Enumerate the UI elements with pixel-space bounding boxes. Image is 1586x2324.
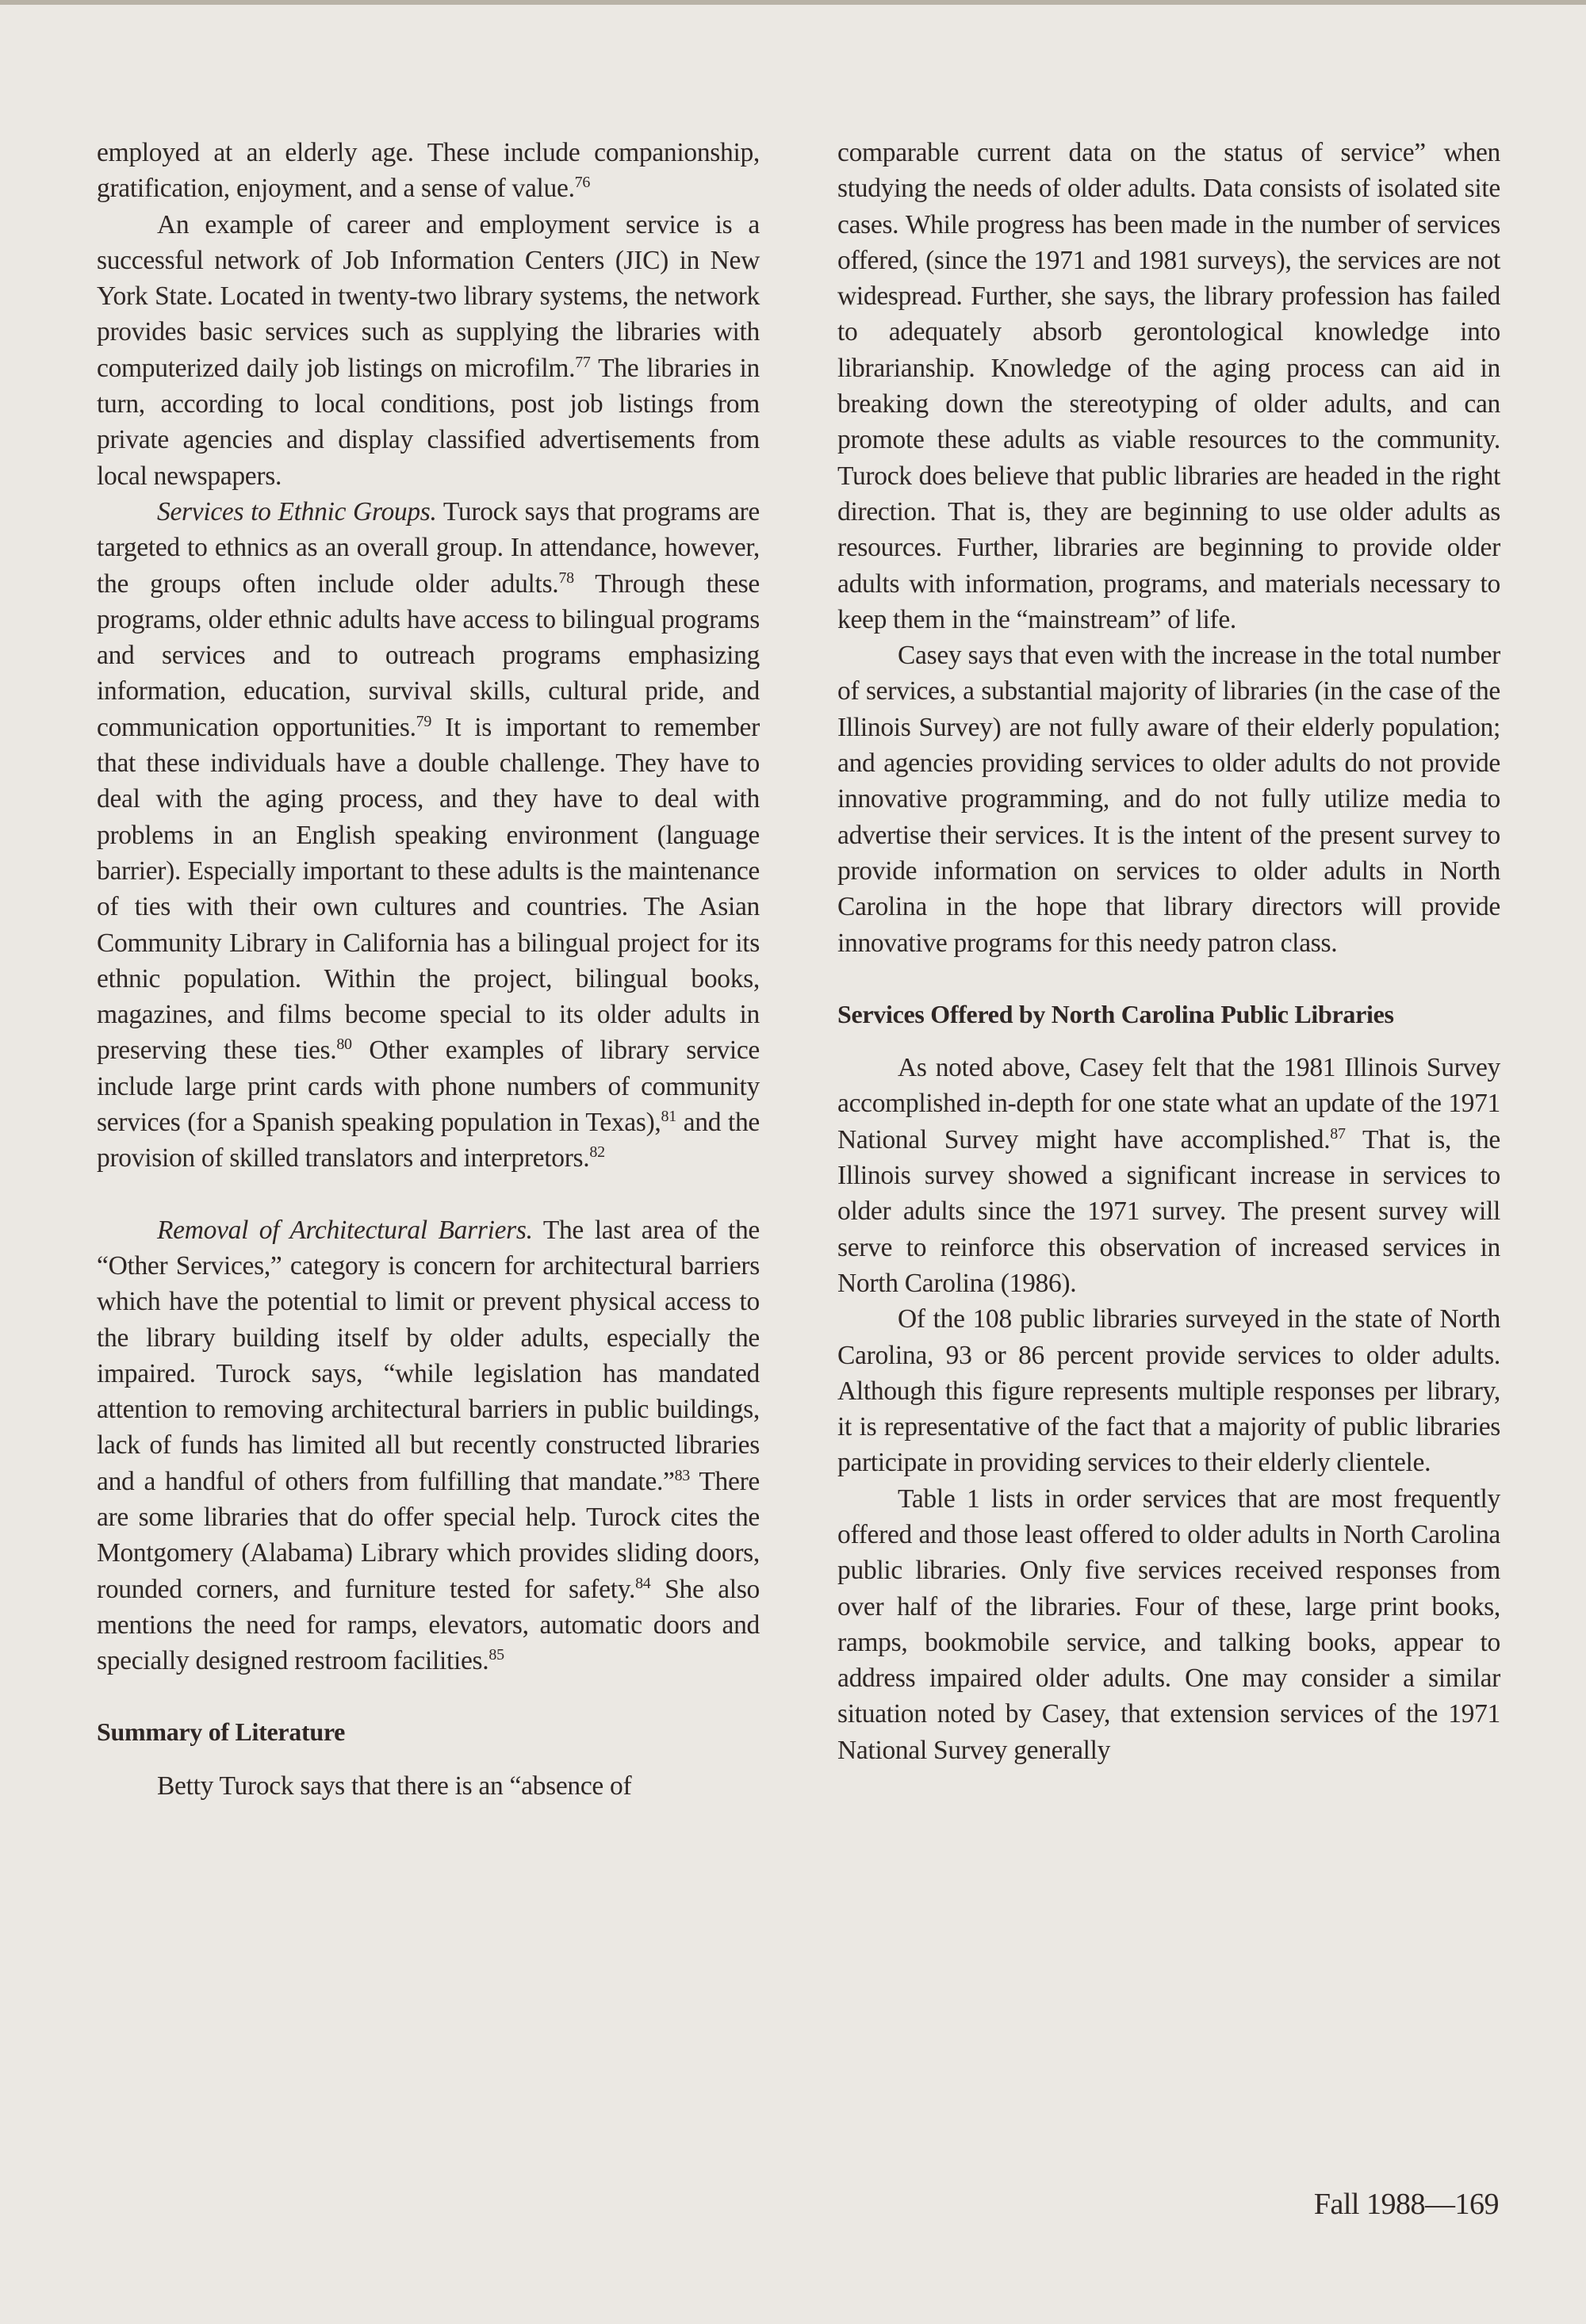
- section-heading: Services Offered by North Carolina Public Libraries: [837, 999, 1394, 1028]
- paragraph-text: As noted above, Casey felt that the 1981 Illinois Survey accomplished in-depth for one state what an update of the 1971 National Survey might have accomplished.: [837, 1053, 1500, 1154]
- paragraph: [837, 1050, 1500, 1301]
- paragraph: [837, 135, 1500, 637]
- footer-separator: —: [1425, 2188, 1455, 2221]
- section-heading: Summary of Literature: [97, 1717, 346, 1747]
- page-number: 169: [1454, 2188, 1499, 2221]
- paragraph-text: Through these programs, older ethnic adults have access to bilingual programs and services and to outreach programs emphasizing information, education, survival skills, cultural pride, and communication opportunities.: [97, 569, 760, 742]
- paragraph-text: That is, the Illinois survey showed a significant increase in services to older adults since the 1971 survey. The present survey will serve to reinforce this observation of increased services in North Carolina (1986).: [837, 1124, 1501, 1298]
- footnote-ref[interactable]: 78: [558, 569, 574, 587]
- paragraph: [97, 135, 760, 207]
- paragraph: [97, 494, 760, 1177]
- paragraph-text: It is important to remember that these individuals have a double challenge. They have to deal with the aging process, and they have to deal with problems in an English speaking environment (language barrier). Especially important to these adults is the maintenance of ties with their own cultures and countries. The Asian Community Library in California has a bilingual project for its ethnic population. Within the project, bilingual books, magazines, and films become special to its older adults in preserving these ties.: [97, 712, 760, 1066]
- paragraph-text: comparable current data on the status of service” when studying the needs of older adults. Data consists of isolated site cases. While progress has been made in the number of services offered, (since the 1971 and 1981 surveys), the services are not widespread. Further, she says, the library profession has failed to adequately absorb gerontological knowledge into librarianship. Knowledge of the aging process can aid in breaking down the stereotyping of older adults, and can promote these adults as viable resources to the community. Turock does believe that public libraries are headed in the right direction. That is, they are beginning to use older adults as resources. Further, libraries are beginning to provide older adults with information, programs, and materials necessary to keep them in the “mainstream” of life.: [837, 138, 1500, 634]
- paragraph: [837, 1301, 1500, 1480]
- paragraph-text: Table 1 lists in order services that are most frequently offered and those least offered to older adults in North Carolina public libraries. Only five services received responses from over half of the libraries. Four of these, large print books, ramps, bookmobile service, and talking books, appear to address impaired older adults. One may consider a similar situation noted by Casey, that extension services of the 1971 National Survey generally: [837, 1484, 1500, 1765]
- spacer: [837, 961, 1500, 997]
- issue-label: Fall 1988: [1313, 2188, 1425, 2221]
- spacer: [97, 1751, 760, 1768]
- footnote-ref[interactable]: 83: [674, 1466, 691, 1484]
- spacer: [97, 1177, 760, 1212]
- footnote-ref[interactable]: 79: [416, 712, 432, 730]
- paragraph-text: She also mentions the need for ramps, elevators, automatic doors and specially designed restroom facilities.: [97, 1574, 760, 1676]
- footnote-ref[interactable]: 76: [574, 174, 591, 192]
- paragraph-text: employed at an elderly age. These include companionship, gratification, enjoyment, and a sense of value.: [97, 138, 760, 204]
- run-in-heading: Services to Ethnic Groups.: [157, 496, 437, 526]
- run-in-heading: Removal of Architectural Barriers.: [157, 1215, 533, 1245]
- spacer: [97, 1679, 760, 1714]
- paragraph-text: Turock says that programs are targeted to ethnics as an overall group. In attendance, however, the groups often include older adults.: [97, 496, 760, 599]
- paragraph: [837, 637, 1500, 961]
- page-top-edge: [0, 0, 1586, 5]
- paragraph-text: Of the 108 public libraries surveyed in the state of North Carolina, 93 or 86 percent provide services to older adults. Although this figure represents multiple responses per library, it is representative of the fact that a majority of public libraries participate in providing services to their elderly clientele.: [837, 1304, 1500, 1478]
- paragraph-text: Casey says that even with the increase in the total number of services, a substantial majority of libraries (in the case of the Illinois Survey) are not fully aware of their elderly population; and agencies providing services to older adults do not provide innovative programming, and do not fully utilize media to advertise their services. It is the intent of the present survey to provide information on services to older adults in North Carolina in the hope that library directors will provide innovative programs for this needy patron class.: [837, 641, 1500, 958]
- paragraph-text: The last area of the “Other Services,” category is concern for architectural barriers which have the potential to limit or prevent physical access to the library building itself by older adults, especially the impaired. Turock says, “while legislation has mandated attention to removing architectural barriers in public buildings, lack of funds has limited all but recently constructed libraries and a handful of others from fulfilling that mandate.”: [97, 1215, 760, 1496]
- paragraph-text: There are some libraries that do offer special help. Turock cites the Montgomery (Alabama) Library which provides sliding doors, rounded corners, and furniture tested for safety.: [97, 1466, 760, 1604]
- paragraph-text: An example of career and employment service is a successful network of Job Information Centers (JIC) in New York State. Located in twenty-two library systems, the network provides basic services such as supplying the libraries with computerized daily job listings on microfilm.: [97, 209, 760, 383]
- footnote-ref[interactable]: 84: [635, 1574, 651, 1592]
- footnote-ref[interactable]: 85: [488, 1646, 504, 1664]
- footnote-ref[interactable]: 80: [336, 1036, 352, 1054]
- paragraph: [837, 1481, 1500, 1768]
- footnote-ref[interactable]: 81: [661, 1108, 676, 1126]
- paragraph-text: The libraries in turn, according to local conditions, post job listings from private agencies and display classified advertisements from local newspapers.: [97, 353, 760, 491]
- paragraph-text: and the provision of skilled translators and interpretors.: [97, 1108, 760, 1173]
- footnote-ref[interactable]: 82: [589, 1143, 605, 1162]
- footnote-ref[interactable]: 87: [1330, 1124, 1346, 1143]
- paragraph: [97, 1212, 760, 1679]
- paragraph-text: Betty Turock says that there is an “absence of: [157, 1771, 632, 1801]
- paragraph-text: Other examples of library service include large print cards with phone numbers of community services (for a Spanish speaking population in Texas),: [97, 1036, 760, 1138]
- paragraph: [97, 1768, 760, 1804]
- left-column: [97, 135, 760, 1804]
- spacer: [837, 1032, 1500, 1050]
- paragraph: [97, 207, 760, 494]
- page-footer: [1314, 2187, 1499, 2222]
- footnote-ref[interactable]: 77: [575, 353, 591, 371]
- right-column: [837, 135, 1500, 1768]
